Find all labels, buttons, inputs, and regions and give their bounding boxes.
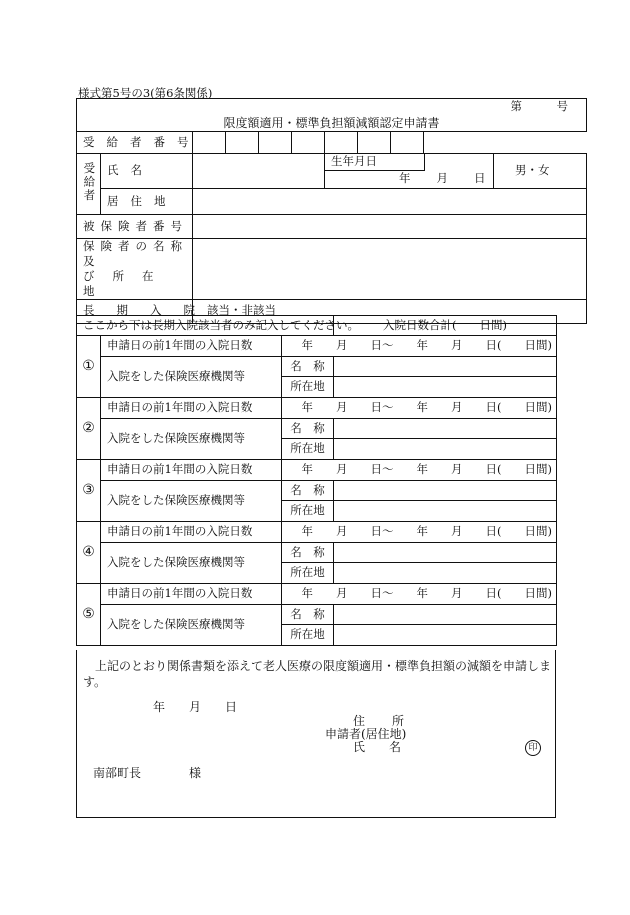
dob-value[interactable]: 年 月 日 <box>399 171 487 185</box>
entry-name-field[interactable] <box>334 419 557 439</box>
entry-location-field[interactable] <box>334 625 557 646</box>
name-label: 氏名 <box>101 154 193 189</box>
form-label: 様式第5号の3(第6条関係) <box>78 86 213 100</box>
entry-facility-label: 入院をした保険医療機関等 <box>101 419 282 460</box>
insured-number-field[interactable] <box>193 215 587 239</box>
insurer-field[interactable] <box>193 239 587 300</box>
applicant-label: 申請者(居住地) <box>325 727 407 741</box>
recipient-number-box[interactable] <box>226 132 259 154</box>
insured-number-label: 被保険者番号 <box>77 215 193 239</box>
entry-facility-label: 入院をした保険医療機関等 <box>101 543 282 584</box>
entry-days-label: 申請日の前1年間の入院日数 <box>101 460 282 481</box>
recipient-group-label: 受給者 <box>77 154 101 215</box>
name-field[interactable] <box>193 154 325 189</box>
applicant-info-table <box>76 98 587 324</box>
recipient-number-box[interactable] <box>259 132 292 154</box>
entry-facility-label: 入院をした保険医療機関等 <box>101 481 282 522</box>
recipient-number-box[interactable] <box>292 132 325 154</box>
long-term-table <box>76 315 557 336</box>
entry-name-field[interactable] <box>334 605 557 625</box>
seal-icon: 印 <box>525 739 541 756</box>
recipient-number-box[interactable] <box>424 132 587 154</box>
entry-days-label: 申請日の前1年間の入院日数 <box>101 522 282 543</box>
entry-location-label: 所在地 <box>282 625 334 646</box>
entry-days-label: 申請日の前1年間の入院日数 <box>101 584 282 605</box>
entry-name-label: 名 称 <box>282 481 334 501</box>
entry-name-field[interactable] <box>334 481 557 501</box>
entry-facility-label: 入院をした保険医療機関等 <box>101 357 282 398</box>
entry-name-label: 名 称 <box>282 419 334 439</box>
entry-period[interactable]: 年 月 日～ 年 月 日( 日間) <box>282 460 557 481</box>
long-term-value[interactable]: 該当・非該当 <box>193 299 587 323</box>
gender-field[interactable]: 男・女 <box>515 163 550 177</box>
entry-period[interactable]: 年 月 日～ 年 月 日( 日間) <box>282 522 557 543</box>
entry-location-label: 所在地 <box>282 439 334 460</box>
page-title: 限度額適用・標準負担額減額認定申請書 <box>77 116 587 132</box>
entry-period[interactable]: 年 月 日～ 年 月 日( 日間) <box>282 336 557 357</box>
entry-location-label: 所在地 <box>282 501 334 522</box>
entry-name-field[interactable] <box>334 543 557 563</box>
address-field-label: 住 所 <box>353 714 406 728</box>
entry-location-field[interactable] <box>334 501 557 522</box>
entry-name-field[interactable] <box>334 357 557 377</box>
entry-location-field[interactable] <box>334 439 557 460</box>
dob-gender-cell <box>325 154 587 189</box>
entry-days-label: 申請日の前1年間の入院日数 <box>101 398 282 419</box>
entry-number: ③ <box>77 460 101 522</box>
entry-location-label: 所在地 <box>282 563 334 584</box>
entry-name-label: 名 称 <box>282 605 334 625</box>
entry-location-field[interactable] <box>334 377 557 398</box>
dob-label: 生年月日 <box>325 154 425 171</box>
entry-days-label: 申請日の前1年間の入院日数 <box>101 336 282 357</box>
addressee: 南部町長 <box>93 766 142 780</box>
insurer-label: 保険者の名称及 び所在地 <box>77 239 193 300</box>
total-days[interactable]: 入院日数合計( 日間) <box>334 316 557 336</box>
recipient-number-label: 受給者番号 <box>77 132 193 154</box>
entry-period[interactable]: 年 月 日～ 年 月 日( 日間) <box>282 398 557 419</box>
long-term-label: 長期入院 <box>77 299 193 323</box>
entry-location-label: 所在地 <box>282 377 334 398</box>
entry-name-label: 名 称 <box>282 357 334 377</box>
honorific: 様 <box>189 766 202 780</box>
entry-number: ② <box>77 398 101 460</box>
section2-header: ここから下は長期入院該当者のみ記入してください。 <box>77 316 334 336</box>
date-field[interactable]: 年 月 日 <box>153 700 238 714</box>
statement-text: 上記のとおり関係書類を添えて老人医療の限度額適用・標準負担額の減額を申請します。 <box>83 659 552 690</box>
name-field-label: 氏 名 <box>353 740 402 754</box>
divider <box>493 154 494 188</box>
entry-location-field[interactable] <box>334 563 557 584</box>
entry-number: ④ <box>77 522 101 584</box>
entry-period[interactable]: 年 月 日～ 年 月 日( 日間) <box>282 584 557 605</box>
entry-number: ① <box>77 336 101 398</box>
doc-number: 第 号 <box>77 99 587 116</box>
recipient-number-box[interactable] <box>325 132 358 154</box>
recipient-number-box[interactable] <box>391 132 424 154</box>
entry-name-label: 名 称 <box>282 543 334 563</box>
recipient-number-box[interactable] <box>358 132 391 154</box>
address-field[interactable] <box>193 189 587 215</box>
entry-facility-label: 入院をした保険医療機関等 <box>101 605 282 646</box>
statement-area <box>76 650 556 818</box>
address-label: 居住地 <box>101 189 193 215</box>
entry-number: ⑤ <box>77 584 101 646</box>
entries-table <box>76 335 557 646</box>
